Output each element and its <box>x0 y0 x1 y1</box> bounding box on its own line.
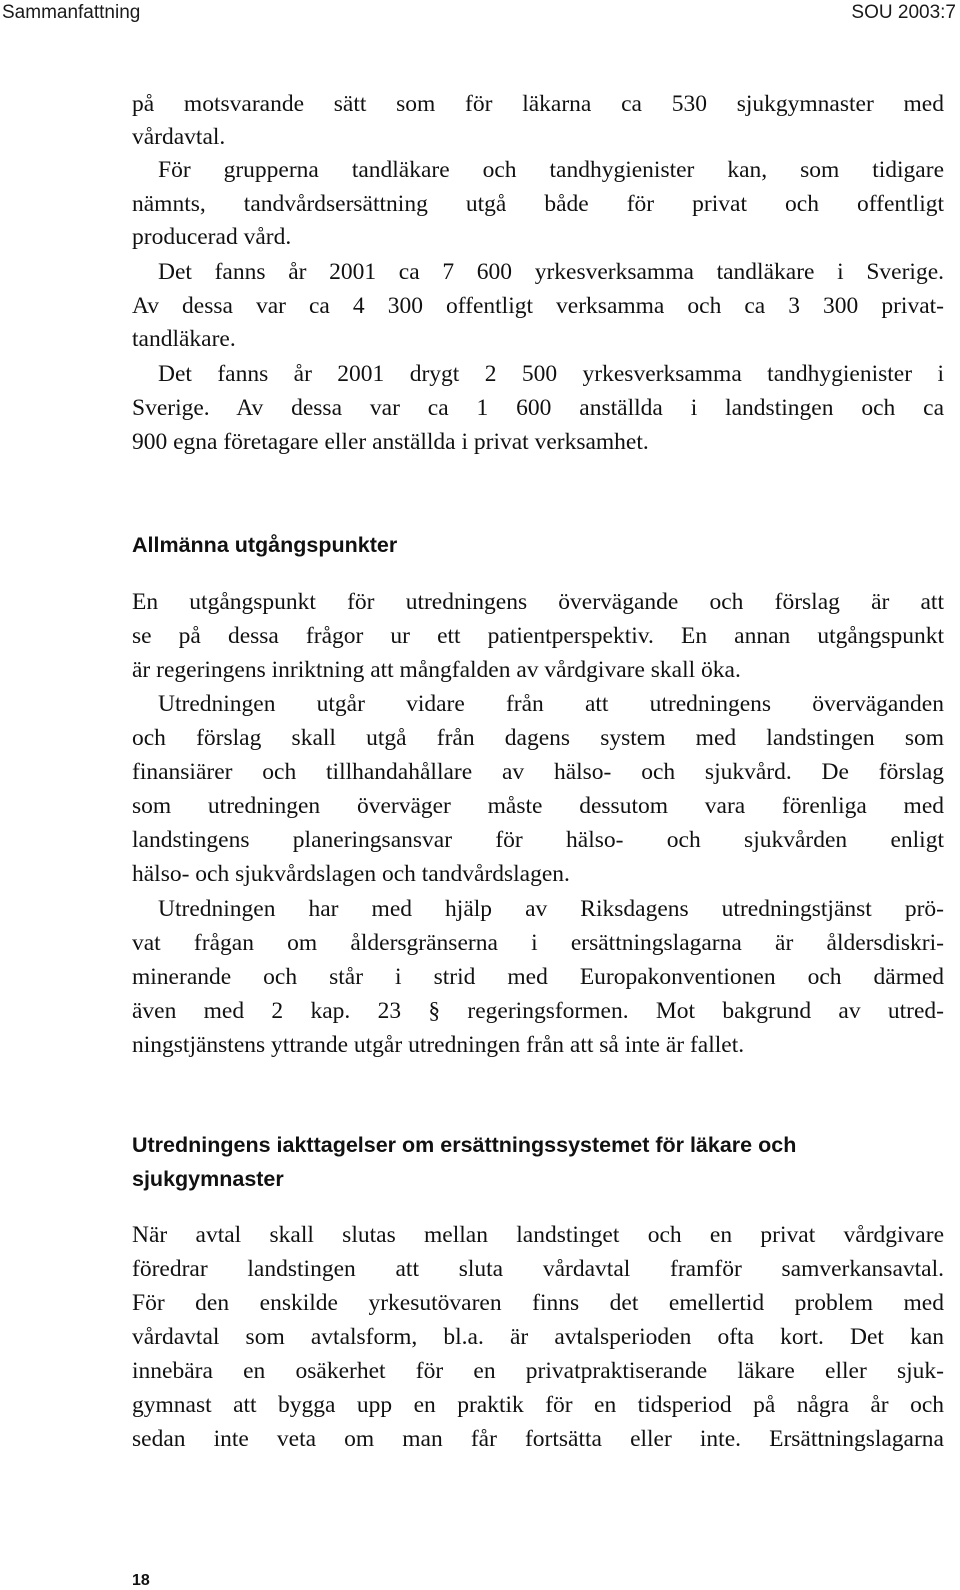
section-heading-continued: sjukgymnaster <box>132 1167 284 1191</box>
page-number: 18 <box>132 1572 150 1589</box>
body-line: Utredningen har med hjälp av Riksdagens utredningstjänst prö- <box>158 896 944 922</box>
body-line: nämnts, tandvårdsersättning utgå både för privat och offentligt <box>132 191 944 217</box>
body-line: Det fanns år 2001 ca 7 600 yrkesverksamma tandläkare i Sverige. <box>158 259 944 285</box>
body-line: En utgångspunkt för utredningens övervägande och förslag är att <box>132 589 944 615</box>
body-line: När avtal skall slutas mellan landstinget och en privat vårdgivare <box>132 1222 944 1248</box>
body-line: 900 egna företagare eller anställda i privat verksamhet. <box>132 429 649 455</box>
body-line: som utredningen överväger måste dessutom vara förenliga med <box>132 793 944 819</box>
body-line: vårdavtal. <box>132 124 226 150</box>
body-line: innebära en osäkerhet för en privatpraktiserande läkare eller sjuk- <box>132 1358 944 1384</box>
body-line: landstingens planeringsansvar för hälso- och sjukvården enligt <box>132 827 944 853</box>
body-line: Av dessa var ca 4 300 offentligt verksamma och ca 3 300 privat- <box>132 293 944 319</box>
body-line: hälso- och sjukvårdslagen och tandvårdslagen. <box>132 861 570 887</box>
body-line: tandläkare. <box>132 326 236 352</box>
body-line: finansiärer och tillhandahållare av hälso- och sjukvård. De förslag <box>132 759 944 785</box>
body-line: vårdavtal som avtalsform, bl.a. är avtalsperioden ofta kort. Det kan <box>132 1324 944 1350</box>
body-line: se på dessa frågor ur ett patientperspektiv. En annan utgångspunkt <box>132 623 944 649</box>
running-head-publication: SOU 2003:7 <box>851 2 956 23</box>
body-line: och förslag skall utgå från dagens system med landstingen som <box>132 725 944 751</box>
body-line: sedan inte veta om man får fortsätta eller inte. Ersättningslagarna <box>132 1426 944 1452</box>
section-heading: Allmänna utgångspunkter <box>132 533 398 557</box>
body-line: producerad vård. <box>132 224 292 250</box>
body-line: Utredningen utgår vidare från att utredningens överväganden <box>158 691 944 717</box>
body-line: gymnast att bygga upp en praktik för en tidsperiod på några år och <box>132 1392 944 1418</box>
body-line: på motsvarande sätt som för läkarna ca 530 sjukgymnaster med <box>132 91 944 117</box>
body-line: För den enskilde yrkesutövaren finns det emellertid problem med <box>132 1290 944 1316</box>
body-line: ningstjänstens yttrande utgår utredningen från att så inte är fallet. <box>132 1032 745 1058</box>
body-line: är regeringens inriktning att mångfalden av vårdgivare skall öka. <box>132 657 741 683</box>
body-line: Sverige. Av dessa var ca 1 600 anställda i landstingen och ca <box>132 395 944 421</box>
body-line: För grupperna tandläkare och tandhygienister kan, som tidigare <box>158 157 944 183</box>
body-line: föredrar landstingen att sluta vårdavtal framför samverkansavtal. <box>132 1256 944 1282</box>
body-line: Det fanns år 2001 drygt 2 500 yrkesverksamma tandhygienister i <box>158 361 944 387</box>
running-head-section: Sammanfattning <box>2 2 141 23</box>
body-line: även med 2 kap. 23 § regeringsformen. Mot bakgrund av utred- <box>132 998 944 1024</box>
section-heading: Utredningens iakttagelser om ersättningssystemet för läkare och <box>132 1133 797 1157</box>
body-line: minerande och står i strid med Europakonventionen och därmed <box>132 964 944 990</box>
body-line: vat frågan om åldersgränserna i ersättningslagarna är åldersdiskri- <box>132 930 944 956</box>
